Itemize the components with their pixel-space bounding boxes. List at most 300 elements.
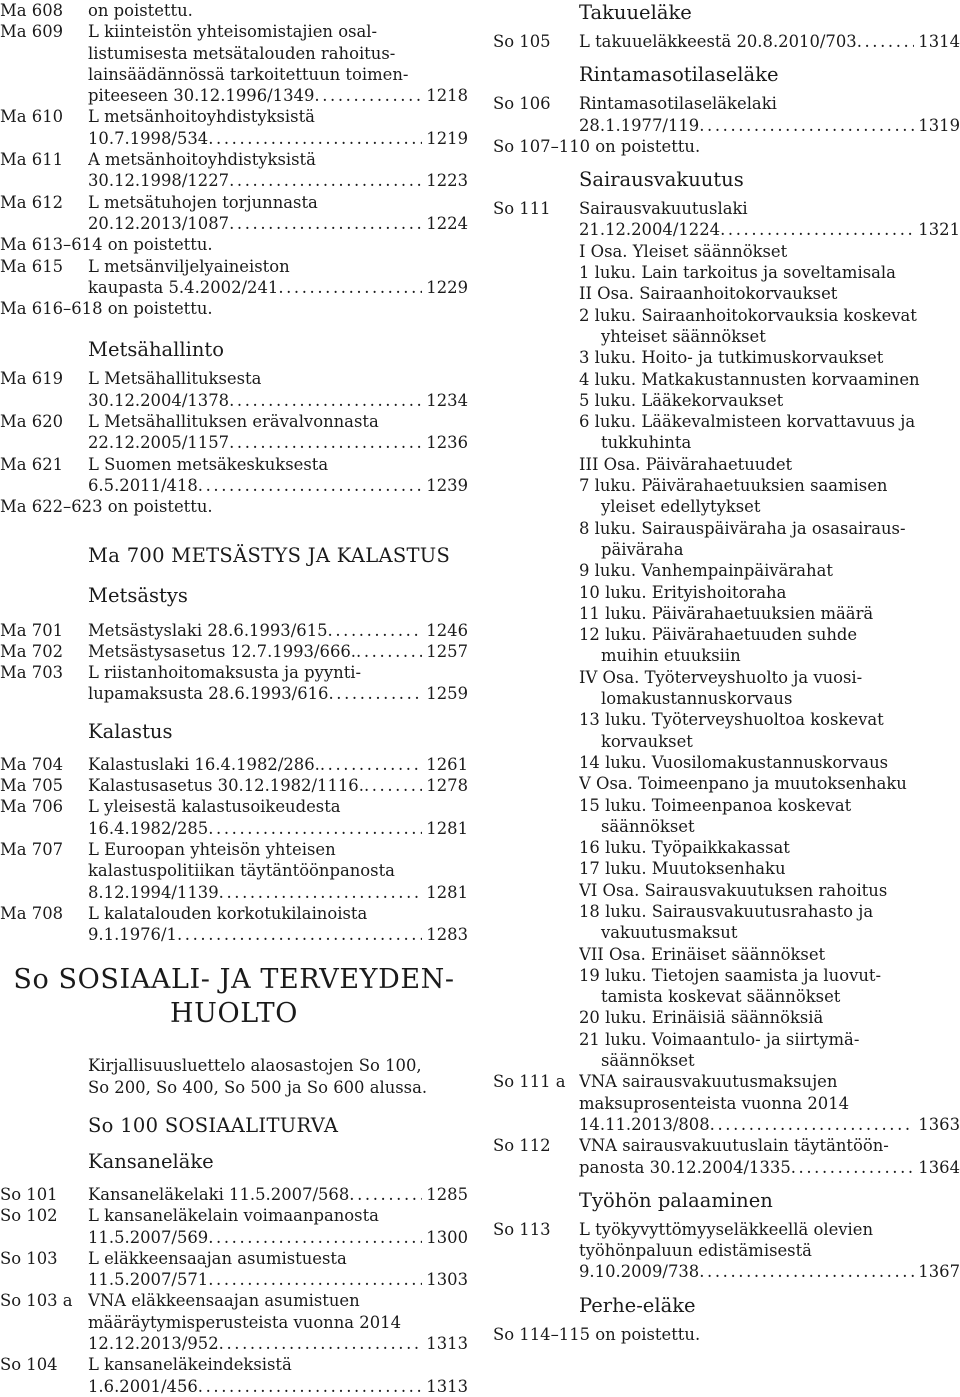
entry-line-with-page bbox=[88, 170, 468, 191]
entry-text: 21.12.2004/1224 bbox=[579, 220, 721, 240]
toc-block bbox=[0, 368, 468, 517]
entry-line: L yleisestä kalastusoikeudesta bbox=[88, 797, 341, 817]
entry-line: 8 luku. Sairauspäiväraha ja osasairaus- bbox=[579, 518, 906, 538]
entry-body bbox=[88, 1354, 468, 1397]
entry-text: 20.12.2013/1087 bbox=[88, 213, 230, 233]
entry-body bbox=[579, 1135, 960, 1178]
entry-text: Kalastusasetus 30.12.1982/1116. bbox=[88, 776, 364, 796]
leader-dots bbox=[208, 128, 422, 149]
leader-dots bbox=[710, 1114, 915, 1135]
page-number: 1218 bbox=[426, 86, 468, 106]
entry-line-with-page bbox=[88, 1184, 468, 1205]
entry-body bbox=[579, 1071, 960, 1135]
entry-code: Ma 620 bbox=[0, 412, 64, 432]
toc-entry bbox=[0, 641, 468, 662]
entry-code: Ma 613–614 on poistettu. bbox=[0, 235, 213, 255]
entry-text: 9.1.1976/1 bbox=[88, 925, 177, 945]
entry-body bbox=[88, 298, 468, 319]
entry-body bbox=[88, 106, 468, 149]
entry-body bbox=[88, 662, 468, 705]
entry-line-with-page bbox=[579, 219, 960, 240]
page-number: 1278 bbox=[426, 776, 468, 796]
entry-text: 11.5.2007/569 bbox=[88, 1227, 209, 1247]
entry-text: piteeseen 30.12.1996/1349 bbox=[88, 86, 315, 106]
section-heading-kansanelake: Kansaneläke bbox=[88, 1149, 214, 1173]
toc-entry bbox=[493, 1219, 960, 1283]
page-number: 1229 bbox=[426, 277, 468, 297]
entry-line: muihin etuuksiin bbox=[601, 646, 741, 666]
entry-body bbox=[579, 198, 960, 1071]
page-number: 1219 bbox=[426, 128, 468, 148]
entry-code: Ma 702 bbox=[0, 641, 64, 661]
entry-body bbox=[579, 1324, 960, 1345]
entry-text: 9.10.2009/738 bbox=[579, 1262, 700, 1282]
entry-line: VII Osa. Erinäiset säännökset bbox=[579, 944, 826, 964]
entry-text: 28.1.1977/119 bbox=[579, 115, 700, 135]
entry-code: Ma 704 bbox=[0, 754, 64, 774]
main-heading-line2: HUOLTO bbox=[170, 998, 298, 1030]
entry-code: Ma 707 bbox=[0, 839, 64, 859]
toc-entry bbox=[0, 256, 468, 299]
entry-line: L kiinteistön yhteisomistajien osal- bbox=[88, 22, 378, 42]
entry-line: 1 luku. Lain tarkoitus ja soveltamisala bbox=[579, 263, 896, 283]
entry-line: päiväraha bbox=[601, 539, 684, 559]
page-number: 1321 bbox=[918, 220, 960, 240]
entry-text: 12.12.2013/952 bbox=[88, 1334, 219, 1354]
toc-entry bbox=[493, 136, 960, 157]
leader-dots bbox=[208, 1269, 422, 1290]
toc-entry bbox=[0, 192, 468, 235]
page-number: 1223 bbox=[426, 171, 468, 191]
entry-line: 4 luku. Matkakustannusten korvaaminen bbox=[579, 369, 920, 389]
entry-body bbox=[88, 21, 468, 106]
toc-entry bbox=[0, 1248, 468, 1291]
entry-code: Ma 705 bbox=[0, 776, 64, 796]
toc-entry bbox=[0, 234, 468, 255]
entry-body bbox=[88, 368, 468, 411]
toc-entry bbox=[493, 1071, 960, 1135]
toc-entry bbox=[0, 620, 468, 641]
entry-line: VI Osa. Sairausvakuutuksen rahoitus bbox=[579, 880, 888, 900]
entry-code: Ma 622–623 on poistettu. bbox=[0, 497, 213, 517]
entry-line: 18 luku. Sairausvakuutusrahasto ja bbox=[579, 901, 874, 921]
entry-line: yhteiset säännökset bbox=[601, 326, 766, 346]
entry-code: Ma 703 bbox=[0, 663, 64, 683]
entry-line: korvaukset bbox=[601, 731, 693, 751]
page-number: 1300 bbox=[426, 1227, 468, 1247]
entry-line: on poistettu. bbox=[88, 1, 193, 20]
leader-dots bbox=[229, 213, 422, 234]
entry-line: 3 luku. Hoito- ja tutkimuskorvaukset bbox=[579, 348, 884, 368]
entry-code: Ma 708 bbox=[0, 903, 64, 923]
entry-body bbox=[88, 192, 468, 235]
leader-dots bbox=[229, 170, 422, 191]
toc-entry bbox=[0, 1354, 468, 1397]
entry-text: 1.6.2001/456 bbox=[88, 1376, 198, 1396]
section-heading-perhe-elake: Perhe-eläke bbox=[579, 1293, 696, 1317]
page-number: 1236 bbox=[426, 433, 468, 453]
entry-code: So 102 bbox=[0, 1206, 58, 1226]
toc-block bbox=[493, 1219, 960, 1283]
entry-line-with-page bbox=[579, 1114, 960, 1135]
page-number: 1314 bbox=[918, 32, 960, 51]
toc-entry bbox=[0, 21, 468, 106]
toc-entry bbox=[0, 496, 468, 517]
leader-dots bbox=[219, 1333, 423, 1354]
entry-body bbox=[88, 641, 468, 662]
entry-line: 11 luku. Päivärahaetuuksien määrä bbox=[579, 603, 874, 623]
leader-dots bbox=[278, 277, 422, 298]
entry-line: säännökset bbox=[601, 816, 695, 836]
entry-text: lupamaksusta 28.6.1993/616 bbox=[88, 684, 329, 704]
entry-code: Ma 609 bbox=[0, 22, 64, 42]
entry-line-with-page bbox=[88, 432, 468, 453]
section-heading-takuuelake: Takuueläke bbox=[579, 1, 692, 24]
entry-line: 12 luku. Päivärahaetuuden suhde bbox=[579, 625, 858, 645]
entry-line: 17 luku. Muutoksenhaku bbox=[579, 859, 786, 879]
entry-body bbox=[88, 839, 468, 903]
leader-dots bbox=[720, 219, 914, 240]
entry-line: VNA sairausvakuutusmaksujen bbox=[579, 1072, 838, 1092]
toc-entry bbox=[493, 1135, 960, 1178]
entry-line: lomakustannuskorvaus bbox=[601, 689, 793, 709]
toc-entry bbox=[0, 1184, 468, 1205]
leader-dots bbox=[229, 432, 422, 453]
entry-body bbox=[579, 1219, 960, 1283]
entry-code: So 104 bbox=[0, 1355, 58, 1375]
entry-text: L takuueläkkeestä 20.8.2010/703 bbox=[579, 32, 857, 51]
entry-line: 5 luku. Lääkekorvaukset bbox=[579, 390, 784, 410]
entry-line-with-page bbox=[88, 390, 468, 411]
entry-code: So 114–115 on poistettu. bbox=[493, 1324, 701, 1344]
entry-line: 2 luku. Sairaanhoitokorvauksia koskevat bbox=[579, 305, 917, 325]
entry-line-with-page bbox=[579, 1261, 960, 1282]
section-heading-tyohon-palaaminen: Työhön palaaminen bbox=[579, 1188, 773, 1212]
leader-dots bbox=[349, 1184, 422, 1205]
entry-line: Rintamasotilaseläkelaki bbox=[579, 94, 777, 114]
page-number: 1285 bbox=[426, 1184, 468, 1204]
page-number: 1303 bbox=[426, 1270, 468, 1290]
entry-code: So 111 a bbox=[493, 1072, 566, 1092]
entry-line: 6 luku. Lääkevalmisteen korvattavuus ja bbox=[579, 412, 916, 432]
entry-line-with-page bbox=[88, 882, 468, 903]
page-number: 1224 bbox=[426, 213, 468, 233]
entry-line: 16 luku. Työpaikkakassat bbox=[579, 838, 790, 858]
leader-dots bbox=[328, 683, 422, 704]
entry-line: III Osa. Päivärahaetuudet bbox=[579, 454, 793, 474]
page-number: 1319 bbox=[918, 115, 960, 135]
entry-code: Ma 619 bbox=[0, 369, 64, 389]
entry-code: Ma 615 bbox=[0, 256, 64, 276]
entry-line-with-page bbox=[88, 277, 468, 298]
entry-code: So 105 bbox=[493, 32, 551, 51]
leader-dots bbox=[177, 924, 422, 945]
entry-body bbox=[88, 1205, 468, 1248]
right-column bbox=[493, 0, 960, 1345]
entry-text: 16.4.1982/285 bbox=[88, 818, 209, 838]
entry-body bbox=[88, 234, 468, 255]
page-number: 1239 bbox=[426, 475, 468, 495]
toc-block bbox=[493, 31, 960, 52]
entry-line: L metsänhoitoyhdistyksistä bbox=[88, 107, 315, 127]
page-number: 1364 bbox=[918, 1157, 960, 1177]
leader-dots bbox=[356, 641, 422, 662]
entry-body bbox=[88, 796, 468, 839]
entry-line-with-page bbox=[88, 128, 468, 149]
entry-line: L metsätuhojen torjunnasta bbox=[88, 192, 318, 212]
entry-line: IV Osa. Työterveyshuolto ja vuosi- bbox=[579, 667, 863, 687]
entry-code: So 101 bbox=[0, 1184, 58, 1204]
entry-code: Ma 706 bbox=[0, 797, 64, 817]
entry-code: Ma 612 bbox=[0, 192, 64, 212]
toc-entry bbox=[0, 662, 468, 705]
page-number: 1281 bbox=[426, 882, 468, 902]
entry-line: L Metsähallituksen erävalvonnasta bbox=[88, 412, 379, 432]
toc-entry bbox=[0, 839, 468, 903]
entry-line: 9 luku. Vanhempainpäivärahat bbox=[579, 561, 833, 581]
leader-dots bbox=[699, 115, 914, 136]
entry-code: Ma 616–618 on poistettu. bbox=[0, 299, 213, 319]
entry-line: 19 luku. Tietojen saamista ja luovut- bbox=[579, 965, 882, 985]
toc-block bbox=[493, 1324, 960, 1345]
leader-dots bbox=[208, 1227, 422, 1248]
entry-line: V Osa. Toimeenpano ja muutoksenhaku bbox=[579, 774, 907, 794]
leader-dots bbox=[198, 1376, 422, 1397]
page-number: 1367 bbox=[918, 1262, 960, 1282]
entry-code: Ma 621 bbox=[0, 454, 64, 474]
page-number: 1313 bbox=[426, 1334, 468, 1354]
entry-line: L riistanhoitomaksusta ja pyynti- bbox=[88, 663, 362, 683]
leader-dots bbox=[314, 85, 422, 106]
entry-body bbox=[88, 903, 468, 946]
toc-entry bbox=[0, 149, 468, 192]
left-column bbox=[0, 0, 468, 1397]
entry-body bbox=[88, 1184, 468, 1205]
entry-line: yleiset edellytykset bbox=[601, 497, 761, 517]
toc-entry bbox=[493, 1324, 960, 1345]
entry-line: 7 luku. Päivärahaetuuksien saamisen bbox=[579, 476, 888, 496]
entry-line: 14 luku. Vuosilomakustannuskorvaus bbox=[579, 752, 889, 772]
entry-line: L työkyvyttömyyseläkkeellä olevien bbox=[579, 1219, 874, 1239]
entry-code: So 113 bbox=[493, 1219, 551, 1239]
entry-body bbox=[88, 149, 468, 192]
entry-line: määräytymisperusteista vuonna 2014 bbox=[88, 1312, 401, 1332]
entry-line-with-page bbox=[88, 818, 468, 839]
entry-code: So 112 bbox=[493, 1136, 551, 1156]
entry-text: 14.11.2013/808 bbox=[579, 1114, 710, 1134]
entry-body bbox=[88, 1248, 468, 1291]
section-heading-metsahallinto: Metsähallinto bbox=[88, 338, 225, 362]
entry-line: säännökset bbox=[601, 1051, 695, 1071]
section-heading-sairausvakuutus: Sairausvakuutus bbox=[579, 168, 744, 192]
entry-line: L kalatalouden korkotukilainoista bbox=[88, 903, 368, 923]
toc-entry bbox=[0, 106, 468, 149]
entry-text: 30.12.1998/1227 bbox=[88, 171, 230, 191]
note-line: So 200, So 400, So 500 ja So 600 alussa. bbox=[88, 1077, 428, 1097]
entry-code: So 106 bbox=[493, 94, 551, 114]
entry-line: II Osa. Sairaanhoitokorvaukset bbox=[579, 284, 838, 304]
entry-line-with-page bbox=[88, 924, 468, 945]
toc-block bbox=[493, 1071, 960, 1177]
section-heading-kalastus: Kalastus bbox=[88, 719, 173, 743]
entry-text: 11.5.2007/571 bbox=[88, 1270, 209, 1290]
toc-entry bbox=[0, 454, 468, 497]
entry-line: vakuutusmaksut bbox=[601, 923, 738, 943]
entry-body bbox=[88, 0, 468, 21]
entry-line: L kansaneläkeindeksistä bbox=[88, 1355, 292, 1375]
entry-text: panosta 30.12.2004/1335 bbox=[579, 1157, 791, 1177]
toc-entry bbox=[0, 775, 468, 796]
toc-block bbox=[0, 754, 468, 946]
entry-code: So 103 bbox=[0, 1248, 58, 1268]
entry-line: listumisesta metsätalouden rahoitus- bbox=[88, 43, 396, 63]
entry-body bbox=[88, 256, 468, 299]
entry-code: Ma 611 bbox=[0, 150, 64, 170]
toc-entry bbox=[0, 903, 468, 946]
entry-line-with-page bbox=[88, 683, 468, 704]
entry-line: L kansaneläkelain voimaanpanosta bbox=[88, 1206, 379, 1226]
entry-body bbox=[88, 496, 468, 517]
leader-dots bbox=[364, 775, 422, 796]
toc-entry bbox=[0, 796, 468, 839]
literature-note bbox=[0, 1055, 468, 1098]
toc-block bbox=[0, 0, 468, 319]
entry-code: So 107–110 on poistettu. bbox=[493, 136, 701, 156]
entry-text: 8.12.1994/1139 bbox=[88, 882, 219, 902]
entry-line: 10 luku. Erityishoitoraha bbox=[579, 582, 787, 602]
entry-line-with-page bbox=[88, 1227, 468, 1248]
entry-line: VNA sairausvakuutuslain täytäntöön- bbox=[579, 1136, 889, 1156]
leader-dots bbox=[208, 818, 422, 839]
leader-dots bbox=[320, 754, 422, 775]
entry-body bbox=[579, 136, 960, 157]
note-line: Kirjallisuusluettelo alaosastojen So 100, bbox=[88, 1056, 422, 1076]
entry-body bbox=[579, 31, 960, 52]
entry-body bbox=[88, 775, 468, 796]
page-number: 1234 bbox=[426, 390, 468, 410]
leader-dots bbox=[198, 475, 422, 496]
entry-line: 13 luku. Työterveyshuoltoa koskevat bbox=[579, 710, 884, 730]
toc-block bbox=[0, 1184, 468, 1397]
entry-line-with-page bbox=[88, 1333, 468, 1354]
toc-entry-so111 bbox=[493, 198, 960, 1071]
entry-code: So 103 a bbox=[0, 1291, 73, 1311]
toc-entry bbox=[0, 1290, 468, 1354]
entry-line: lainsäädännössä tarkoitettuun toimen- bbox=[88, 64, 409, 84]
leader-dots bbox=[699, 1261, 914, 1282]
entry-code: So 111 bbox=[493, 199, 551, 219]
section-heading-rintamasotilaselake: Rintamasotilaseläke bbox=[579, 63, 779, 87]
leader-dots bbox=[328, 620, 423, 641]
entry-line-with-page bbox=[579, 31, 960, 52]
entry-body bbox=[88, 411, 468, 454]
entry-body bbox=[88, 1290, 468, 1354]
leader-dots bbox=[219, 882, 423, 903]
page-number: 1261 bbox=[426, 754, 468, 774]
leader-dots bbox=[791, 1157, 915, 1178]
toc-entry bbox=[0, 754, 468, 775]
page-number: 1283 bbox=[426, 925, 468, 945]
entry-text: 6.5.2011/418 bbox=[88, 475, 198, 495]
toc-entry bbox=[0, 0, 468, 21]
toc-entry bbox=[0, 1205, 468, 1248]
toc-block bbox=[493, 93, 960, 157]
entry-text: Kansaneläkelaki 11.5.2007/568 bbox=[88, 1184, 350, 1204]
chapter-heading-ma700: Ma 700 METSÄSTYS JA KALASTUS bbox=[88, 543, 451, 567]
entry-line: A metsänhoitoyhdistyksistä bbox=[88, 150, 316, 170]
entry-body bbox=[88, 454, 468, 497]
entry-line: tukkuhinta bbox=[601, 433, 692, 453]
entry-line-with-page bbox=[88, 213, 468, 234]
entry-line: L Euroopan yhteisön yhteisen bbox=[88, 839, 336, 859]
entry-line-with-page bbox=[88, 775, 468, 796]
page-number: 1363 bbox=[918, 1114, 960, 1134]
page-number: 1246 bbox=[426, 620, 468, 640]
entry-line-with-page bbox=[88, 85, 468, 106]
entry-line: I Osa. Yleiset säännökset bbox=[579, 241, 788, 261]
leader-dots bbox=[857, 31, 915, 52]
entry-code: Ma 610 bbox=[0, 107, 64, 127]
entry-line-with-page bbox=[579, 115, 960, 136]
entry-line: 15 luku. Toimeenpanoa koskevat bbox=[579, 795, 852, 815]
main-heading-line1: So SOSIAALI- JA TERVEYDEN- bbox=[13, 964, 455, 996]
page-number: 1281 bbox=[426, 818, 468, 838]
entry-line-with-page bbox=[88, 754, 468, 775]
toc-entry bbox=[493, 31, 960, 52]
entry-line-with-page bbox=[88, 475, 468, 496]
entry-line: L metsänviljelyaineiston bbox=[88, 256, 290, 276]
entry-line-with-page bbox=[88, 641, 468, 662]
entry-text: 22.12.2005/1157 bbox=[88, 433, 230, 453]
entry-line: Sairausvakuutuslaki bbox=[579, 199, 748, 219]
section-heading-metsastys: Metsästys bbox=[88, 583, 188, 607]
entry-text: Metsästyslaki 28.6.1993/615 bbox=[88, 620, 328, 640]
entry-body bbox=[88, 620, 468, 641]
entry-text: 30.12.2004/1378 bbox=[88, 390, 230, 410]
toc-entry bbox=[0, 298, 468, 319]
toc-entry bbox=[0, 368, 468, 411]
entry-code: Ma 701 bbox=[0, 620, 64, 640]
chapter-heading-so100: So 100 SOSIAALITURVA bbox=[88, 1113, 339, 1137]
toc-entry bbox=[0, 411, 468, 454]
page-number: 1257 bbox=[426, 641, 468, 661]
page-number: 1259 bbox=[426, 684, 468, 704]
entry-text: 10.7.1998/534 bbox=[88, 128, 209, 148]
entry-body bbox=[579, 93, 960, 136]
leader-dots bbox=[229, 390, 422, 411]
entry-line: L Metsähallituksesta bbox=[88, 369, 262, 389]
entry-line-with-page bbox=[579, 1157, 960, 1178]
toc-block bbox=[0, 620, 468, 705]
entry-text: Kalastuslaki 16.4.1982/286. bbox=[88, 754, 320, 774]
entry-text: kaupasta 5.4.2002/241 bbox=[88, 277, 279, 297]
entry-line: VNA eläkkeensaajan asumistuen bbox=[88, 1291, 360, 1311]
entry-text: Metsästysasetus 12.7.1993/666. bbox=[88, 641, 357, 661]
main-heading bbox=[0, 963, 468, 1031]
entry-line-with-page bbox=[88, 620, 468, 641]
entry-line: kalastuspolitiikan täytäntöönpanosta bbox=[88, 861, 395, 881]
toc-entry bbox=[493, 93, 960, 136]
page-number: 1313 bbox=[426, 1376, 468, 1396]
entry-line: L Suomen metsäkeskuksesta bbox=[88, 454, 329, 474]
entry-line-with-page bbox=[88, 1269, 468, 1290]
entry-line: L eläkkeensaajan asumistuesta bbox=[88, 1248, 347, 1268]
entry-line: maksuprosenteista vuonna 2014 bbox=[579, 1093, 850, 1113]
entry-line: työhönpaluun edistämisestä bbox=[579, 1241, 812, 1261]
entry-line: tamista koskevat säännökset bbox=[601, 987, 841, 1007]
entry-line: 20 luku. Erinäisiä säännöksiä bbox=[579, 1008, 824, 1028]
entry-code: Ma 608 bbox=[0, 1, 64, 20]
